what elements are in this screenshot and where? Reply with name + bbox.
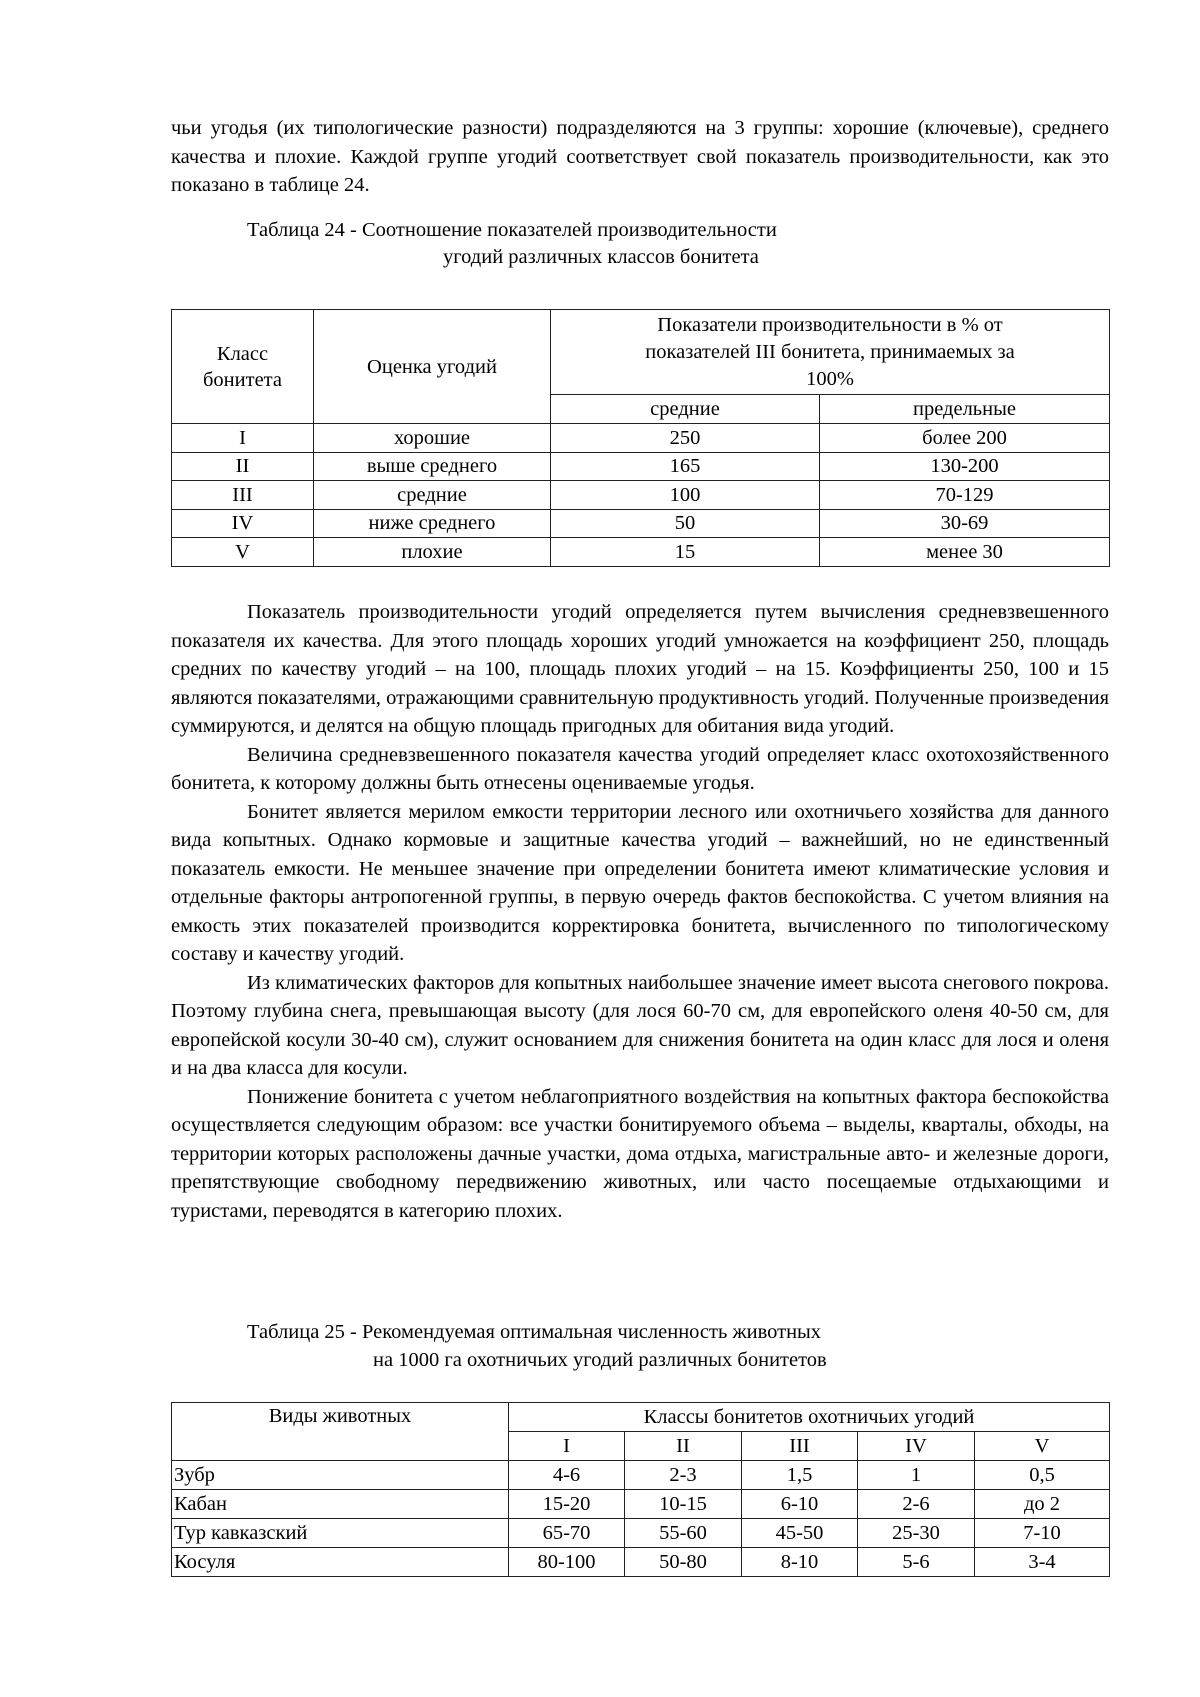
cell-value: 0,5 <box>975 1461 1110 1490</box>
cell-value: 10-15 <box>625 1490 742 1519</box>
cell-species: Кабан <box>172 1490 509 1519</box>
paragraph: Показатель производительности угодий определяется путем вычисления средневзвешенного показателя их качества. Для этого площадь хороших угодий умножается на коэффициент 250, площадь средних по качеству угодий – на 100, площадь плохих угодий – на 15. Коэффициенты 250, 100 и 15 являются показателями, отражающими сравнительную продуктивность угодий. Полученные произведения суммируются, и делятся на общую площадь пригодных для обитания вида угодий. <box>171 601 1109 737</box>
cell-value: 15-20 <box>509 1490 625 1519</box>
cell-value: 1,5 <box>742 1461 858 1490</box>
cell-rating: выше среднего <box>314 452 551 481</box>
header-species: Виды животных <box>172 1403 509 1461</box>
table24-caption-line1: Таблица 24 - Соотношение показателей производительности <box>247 219 777 241</box>
cell-value: 1 <box>858 1461 975 1490</box>
cell-average: 100 <box>551 481 820 510</box>
cell-limit: 70-129 <box>820 481 1110 510</box>
header-class-1: I <box>509 1432 625 1461</box>
paragraph: чьи угодья (их типологические разности) подразделяются на 3 группы: хорошие (ключевые), среднего качества и плохие. Каждой группе угодий соответствует свой показатель производительности, как это показано в таблице 24. <box>171 117 1109 196</box>
table25-caption-line1: Таблица 25 - Рекомендуемая оптимальная численность животных <box>247 1321 822 1343</box>
cell-species: Косуля <box>172 1548 509 1577</box>
cell-value: 55-60 <box>625 1519 742 1548</box>
top-text <box>171 114 1109 200</box>
cell-class: II <box>172 452 314 481</box>
cell-class: IV <box>172 509 314 538</box>
table-row <box>172 509 1110 538</box>
cell-value: 50-80 <box>625 1548 742 1577</box>
cell-limit: 130-200 <box>820 452 1110 481</box>
cell-value: 45-50 <box>742 1519 858 1548</box>
cell-average: 15 <box>551 538 820 567</box>
paragraph: Понижение бонитета с учетом неблагоприятного воздействия на копытных фактора беспокойства осуществляется следующим образом: все участки бонитируемого объема – выделы, кварталы, обходы, на территории которых расположены дачные участки, дома отдыха, магистральные авто- и железные дороги, препятствующие свободному передвижению животных, или часто посещаемые отдыхающими и туристами, переводятся в категорию плохих. <box>171 1085 1109 1222</box>
cell-species: Зубр <box>172 1461 509 1490</box>
cell-average: 50 <box>551 509 820 538</box>
cell-value: 3-4 <box>975 1548 1110 1577</box>
cell-average: 165 <box>551 452 820 481</box>
header-classes: Классы бонитетов охотничьих угодий <box>509 1403 1110 1432</box>
paragraph: Бонитет является мерилом емкости территории лесного или охотничьего хозяйства для данного вида копытных. Однако кормовые и защитные качества угодий – важнейший, но не единственный показатель емкости. Не меньшее значение при определении бонитета имеют климатические условия и отдельные факторы антропогенной группы, в первую очередь фактов беспокойства. С учетом влияния на емкость этих показателей производится корректировка бонитета, вычисленного по типологическому составу и качеству угодий. <box>171 800 1109 965</box>
cell-rating: средние <box>314 481 551 510</box>
header-class-4: IV <box>858 1432 975 1461</box>
header-class-2: II <box>625 1432 742 1461</box>
cell-class: V <box>172 538 314 567</box>
cell-value: 4-6 <box>509 1461 625 1490</box>
cell-value: 80-100 <box>509 1548 625 1577</box>
cell-class: I <box>172 424 314 453</box>
cell-value: 2-3 <box>625 1461 742 1490</box>
cell-class: III <box>172 481 314 510</box>
header-class: Класс бонитета <box>172 310 314 424</box>
cell-value: 8-10 <box>742 1548 858 1577</box>
cell-value: 6-10 <box>742 1490 858 1519</box>
body-text <box>171 598 1109 1225</box>
table-row <box>172 481 1110 510</box>
cell-value: 2-6 <box>858 1490 975 1519</box>
header-indicators: Показатели производительности в % от показателей III бонитета, принимаемых за 100% <box>551 310 1110 395</box>
paragraph: Из климатических факторов для копытных наибольшее значение имеет высота снегового покрова. Поэтому глубина снега, превышающая высоту (для лося 60-70 см, для европейского оленя 40-50 см, для европейской косули 30-40 см), служит основанием для снижения бонитета на один класс для лося и оленя и на два класса для косули. <box>171 971 1109 1079</box>
cell-species: Тур кавказский <box>172 1519 509 1548</box>
header-class-3: III <box>742 1432 858 1461</box>
cell-rating: ниже среднего <box>314 509 551 538</box>
table25-caption-line2: на 1000 га охотничьих угодий различных бонитетов <box>373 1349 827 1371</box>
table-row <box>172 1519 1110 1548</box>
table-row <box>172 1461 1110 1490</box>
table24-caption-line2: угодий различных классов бонитета <box>443 246 759 268</box>
cell-value: 65-70 <box>509 1519 625 1548</box>
cell-limit: менее 30 <box>820 538 1110 567</box>
cell-value: до 2 <box>975 1490 1110 1519</box>
cell-limit: 30-69 <box>820 509 1110 538</box>
cell-value: 25-30 <box>858 1519 975 1548</box>
cell-value: 5-6 <box>858 1548 975 1577</box>
header-average: средние <box>551 395 820 424</box>
header-limit: предельные <box>820 395 1110 424</box>
table-row <box>172 538 1110 567</box>
table-row <box>172 1490 1110 1519</box>
header-rating: Оценка угодий <box>314 310 551 424</box>
cell-rating: плохие <box>314 538 551 567</box>
cell-average: 250 <box>551 424 820 453</box>
paragraph: Величина средневзвешенного показателя качества угодий определяет класс охотохозяйственного бонитета, к которому должны быть отнесены оцениваемые угодья. <box>171 743 1109 794</box>
header-class-5: V <box>975 1432 1110 1461</box>
cell-rating: хорошие <box>314 424 551 453</box>
table25 <box>171 1402 1110 1577</box>
cell-value: 7-10 <box>975 1519 1110 1548</box>
table-row <box>172 1548 1110 1577</box>
table-row <box>172 424 1110 453</box>
cell-limit: более 200 <box>820 424 1110 453</box>
table24 <box>171 309 1110 567</box>
table-row <box>172 452 1110 481</box>
